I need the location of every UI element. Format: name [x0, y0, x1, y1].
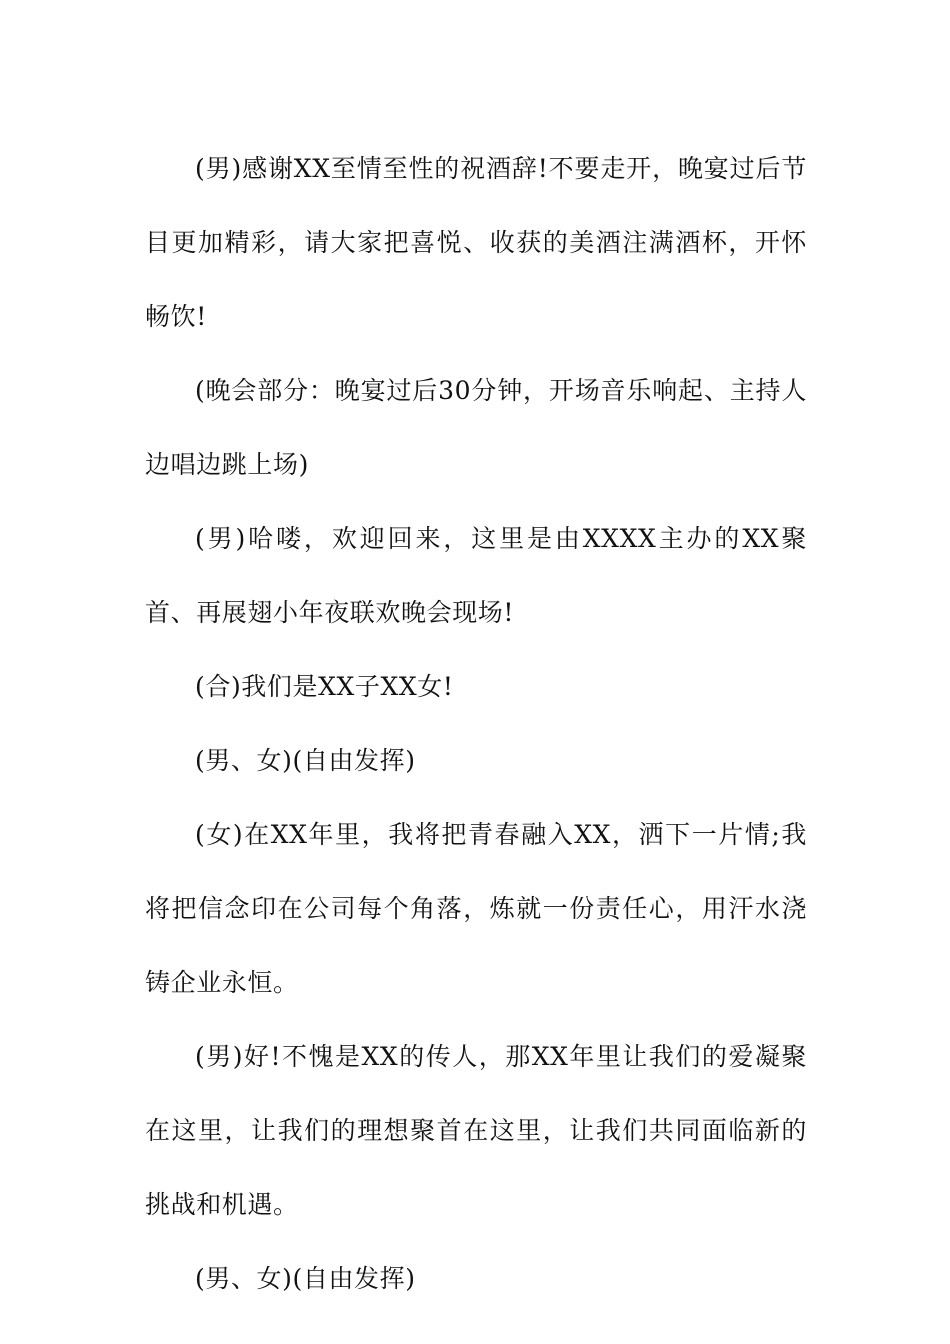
- paragraph-6: (女)在XX年里，我将把青春融入XX，洒下一片情;我将把信念印在公司每个角落，炼就一份责任心，用汗水浇铸企业永恒。: [145, 820, 807, 997]
- document-body: [145, 132, 807, 1316]
- paragraph-1: (男)感谢XX至情至性的祝酒辞!不要走开，晚宴过后节目更加精彩，请大家把喜悦、收获的美酒注满酒杯，开怀畅饮!: [145, 154, 807, 331]
- paragraph-4: (合)我们是XX子XX女!: [195, 672, 454, 701]
- paragraph-2: (晚会部分：晚宴过后30分钟，开场音乐响起、主持人边唱边跳上场): [145, 376, 807, 479]
- paragraph-7: (男)好!不愧是XX的传人，那XX年里让我们的爱凝聚在这里，让我们的理想聚首在这里，让我们共同面临新的挑战和机遇。: [145, 1042, 807, 1219]
- paragraph-3: (男)哈喽，欢迎回来，这里是由XXXX主办的XX聚首、再展翅小年夜联欢晚会现场!: [145, 524, 807, 627]
- paragraph-5: (男、女)(自由发挥): [195, 746, 416, 775]
- paragraph-8: (男、女)(自由发挥): [195, 1264, 416, 1293]
